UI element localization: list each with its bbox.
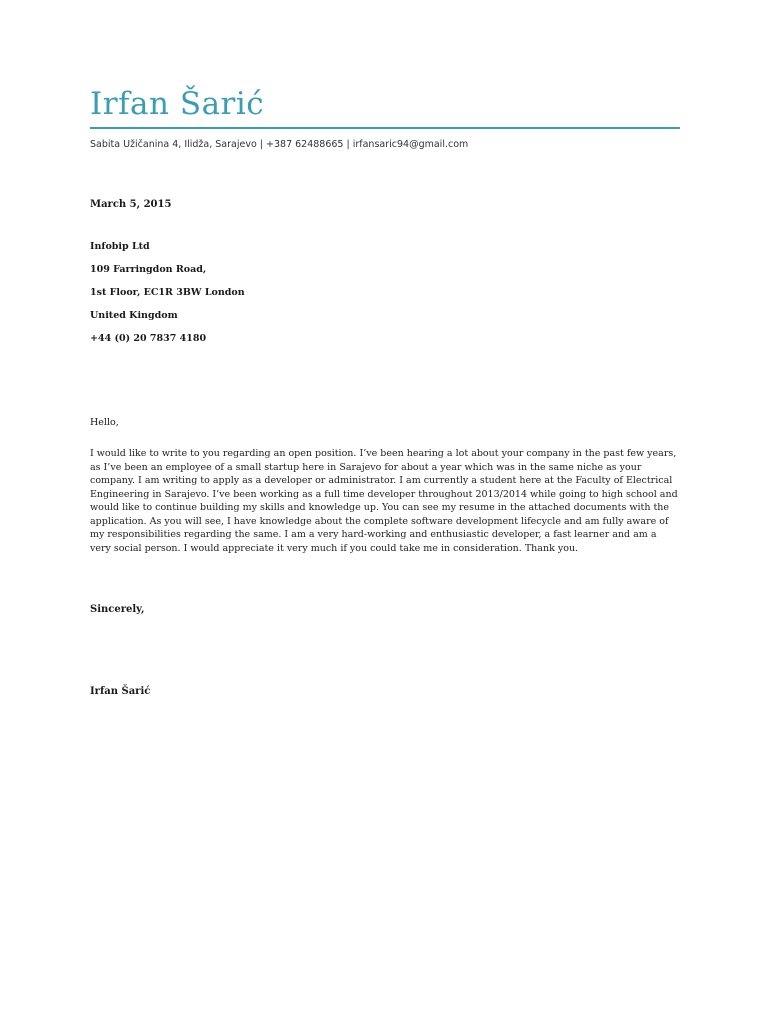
recipient-address [90, 240, 245, 355]
closing: Sincerely, [90, 604, 145, 615]
header-divider [90, 127, 680, 129]
recipient-country: United Kingdom [90, 310, 178, 321]
recipient-company: Infobip Ltd [90, 241, 150, 252]
recipient-street: 109 Farringdon Road, [90, 264, 207, 275]
recipient-phone: +44 (0) 20 7837 4180 [90, 333, 207, 344]
signature-name: Irfan Šarić [90, 686, 151, 697]
letter-body: I would like to write to you regarding an open position. I’ve been hearing a lot about your company in the past few years, as I’ve been an employee of a small startup here in Sarajevo for about a year which was in the same niche as your company. I am writing to apply as a developer or administrator. I am currently a student here at the Faculty of Electrical Engineering in Sarajevo. I’ve been working as a full time developer throughout 2013/2014 while going to high school and would like to continue building my skills and knowledge up. You can see my resume in the attached documents with the application. As you will see, I have knowledge about the complete software development lifecycle and am fully aware of my responsibilities regarding the same. I am a very hard-working and enthusiastic developer, a fast learner and am a very social person. I would appreciate it very much if you could take me in consideration. Thank you. [90, 448, 678, 554]
letter-date: March 5, 2015 [90, 199, 172, 210]
greeting: Hello, [90, 417, 119, 428]
contact-line: Sabita Užičanina 4, Ilidža, Sarajevo | +387 62488665 | irfansaric94@gmail.com [90, 139, 469, 150]
recipient-city: 1st Floor, EC1R 3BW London [90, 287, 245, 298]
sender-name: Irfan Šarić [90, 86, 265, 122]
